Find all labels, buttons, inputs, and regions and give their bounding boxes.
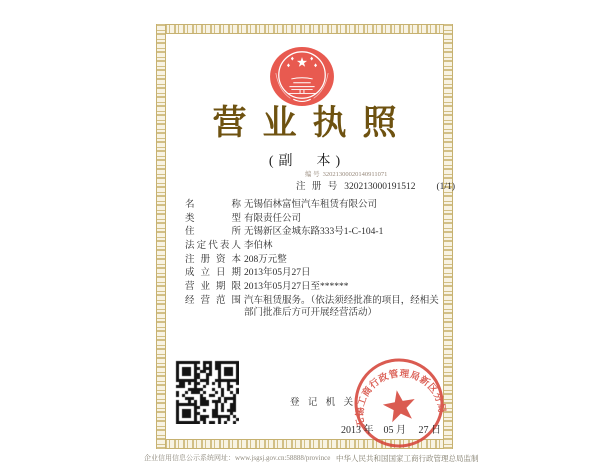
border-left — [156, 24, 166, 449]
issue-date: 2013 年 05 月 27 日 — [341, 425, 441, 436]
footer-supervision-note: 中华人民共和国国家工商行政管理总局监制 — [336, 454, 479, 463]
china-national-emblem-icon — [268, 46, 336, 107]
serial-value: 32021300020140911071 — [322, 171, 388, 178]
border-top — [156, 24, 453, 34]
field-value: 2013年05月27日至****** — [244, 282, 349, 293]
field-label: 类型 — [185, 213, 241, 224]
qr-code — [175, 360, 239, 424]
field-row-registered-capital — [185, 254, 447, 267]
field-value: 208万元整 — [244, 254, 287, 265]
field-row-business-term — [185, 281, 447, 294]
document-subtitle: (副 本) — [268, 154, 346, 169]
field-value: 无锡佰林富恒汽车租赁有限公司 — [244, 200, 378, 210]
license-fields — [185, 199, 447, 321]
field-value: 无锡新区金城东路333号1-C-104-1 — [244, 227, 384, 238]
document-title: 营业执照 — [212, 105, 413, 142]
seal-text: 无锡工商行政管理局新区分局 — [355, 369, 447, 429]
field-label: 经营范围 — [185, 295, 241, 306]
page-indicator: (1/1) — [436, 182, 455, 192]
field-value: 汽车租赁服务。（依法须经批准的项目，经相关部门批准后方可开展经营活动） — [244, 295, 439, 319]
registrar-label: 登 记 机 关 — [290, 398, 357, 408]
registration-label: 注 册 号 — [296, 182, 340, 192]
field-row-business-scope — [185, 295, 447, 320]
field-row-address — [185, 226, 447, 239]
field-row-name — [185, 199, 447, 212]
field-row-type — [185, 213, 447, 226]
field-value: 李伯林 — [244, 241, 273, 252]
field-label: 住所 — [185, 227, 241, 238]
registration-value: 320213000191512 — [344, 182, 416, 192]
footer-credit-system-url: 企业信用信息公示系统网址：www.jsgsj.gov.cn:58888/province — [144, 454, 331, 462]
field-label: 营业期限 — [185, 282, 241, 293]
serial-number-line — [305, 169, 390, 178]
field-label: 法定代表人 — [185, 241, 241, 252]
field-label: 名称 — [185, 200, 241, 210]
official-seal — [347, 351, 451, 455]
registration-number-line — [296, 178, 455, 192]
field-value: 2013年05月27日 — [244, 268, 311, 279]
field-row-establishment-date — [185, 267, 447, 280]
field-value: 有限责任公司 — [244, 213, 302, 224]
field-label: 注册资本 — [185, 254, 241, 265]
field-row-legal-representative — [185, 240, 447, 253]
field-label: 成立日期 — [185, 268, 241, 279]
serial-label: 编 号 — [305, 171, 320, 178]
